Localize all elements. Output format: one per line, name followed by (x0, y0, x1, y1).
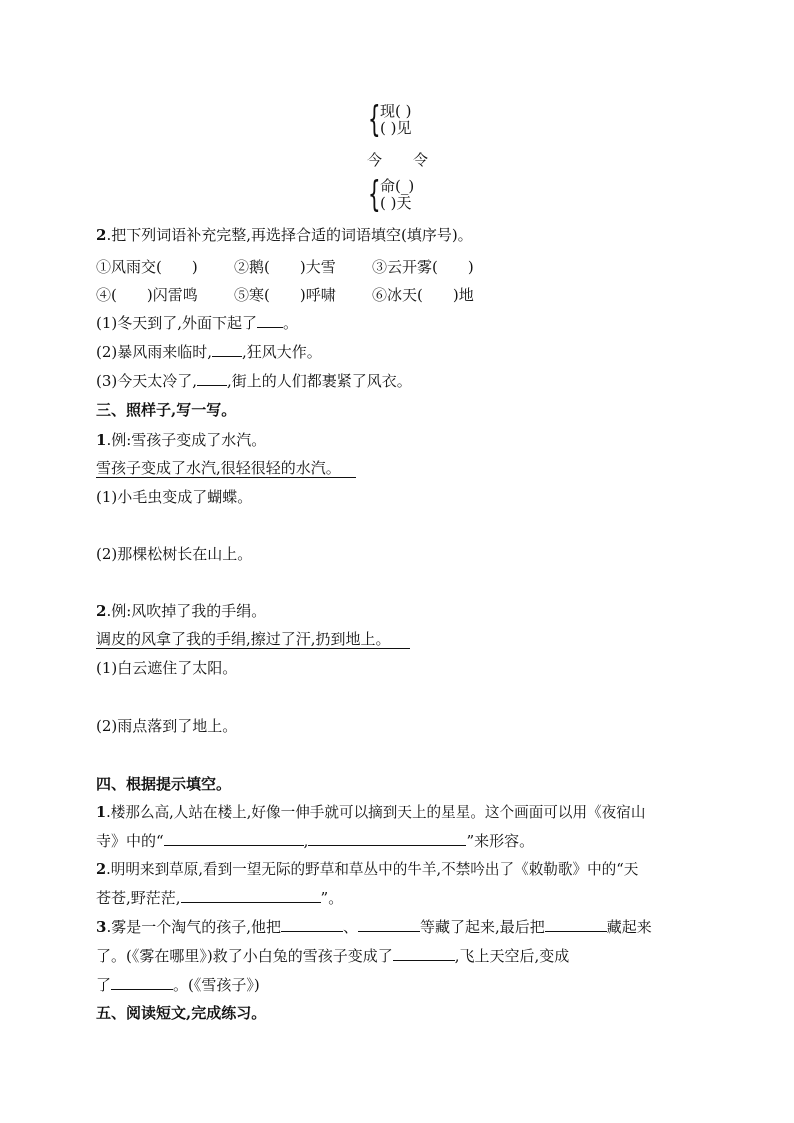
answer-blank[interactable] (111, 975, 173, 990)
sec4-item-3-line-2: 了。(《雾在哪里》)救了小白兔的雪孩子变成了 ,飞上天空后,变成 (96, 947, 570, 965)
brace-icon: { (368, 174, 381, 215)
q2-item-6: ⑥冰天( )地 (372, 286, 474, 304)
q2-item-4: ④( )闪雷鸣 (96, 286, 198, 304)
sec3-p1-answer-underline (96, 477, 356, 478)
char-ling: 令 (413, 151, 429, 169)
sec3-p2-q1: (1)白云遮住了太阳。 (96, 659, 238, 677)
answer-blank[interactable] (197, 371, 227, 386)
char-jin: 今 (367, 151, 383, 169)
answer-blank[interactable] (358, 917, 420, 932)
brace-icon: { (368, 99, 381, 140)
sec3-p2-answer-underline (96, 648, 410, 649)
sec4-item-1-line-1: 1.楼那么高,人站在楼上,好像一伸手就可以摘到天上的星星。这个画面可以用《夜宿山 (96, 804, 646, 821)
section-3-title: 三、照样子,写一写。 (96, 401, 237, 419)
answer-blank[interactable] (308, 831, 466, 846)
sec3-p2-answer: 调皮的风拿了我的手绢,擦过了汗,扔到地上。 (96, 630, 391, 648)
brace-top-line-2: ( )见 (380, 119, 412, 137)
q2-item-2: ②鹅( )大雪 (234, 258, 336, 276)
answer-blank[interactable] (257, 313, 283, 328)
sec3-p2-q2: (2)雨点落到了地上。 (96, 717, 238, 735)
q2-item-5: ⑤寒( )呼啸 (234, 286, 336, 304)
brace-group-top (368, 99, 428, 140)
answer-blank[interactable] (393, 946, 455, 961)
q2-sentence-1: (1)冬天到了,外面下起了 。 (96, 314, 299, 332)
q2-item-3: ③云开雾( ) (372, 258, 474, 276)
sec4-item-2-line-2: 苍苍,野茫茫, ”。 (96, 889, 344, 907)
q2-sentence-3: (3)今天太冷了, ,街上的人们都裹紧了风衣。 (96, 372, 412, 390)
sec4-item-3-line-1: 3.雾是一个淘气的孩子,他把 、 等藏了起来,最后把 藏起来 (96, 918, 652, 936)
sec3-p1-answer: 雪孩子变成了水汽,很轻很轻的水汽。 (96, 459, 341, 477)
sec3-p1-q1: (1)小毛虫变成了蝴蝶。 (96, 488, 253, 506)
q2-item-1: ①风雨交( ) (96, 258, 198, 276)
q2-sentence-2: (2)暴风雨来临时, ,狂风大作。 (96, 343, 322, 361)
section-4-title: 四、根据提示填空。 (96, 775, 232, 793)
answer-blank[interactable] (545, 917, 607, 932)
brace-bottom-line-1: 命(_) (380, 177, 415, 195)
sec3-p1-q2: (2)那棵松树长在山上。 (96, 545, 253, 563)
brace-bottom-line-2: ( )天 (380, 194, 412, 212)
sec3-p1-example: 1.例:雪孩子变成了水汽。 (96, 431, 267, 449)
answer-blank[interactable] (164, 831, 304, 846)
brace-top-line-1: 现( ) (380, 102, 412, 120)
answer-blank[interactable] (212, 342, 242, 357)
q2-title: 2.把下列词语补充完整,再选择合适的词语填空(填序号)。 (96, 226, 473, 244)
section-5-title: 五、阅读短文,完成练习。 (96, 1004, 267, 1022)
sec4-item-3-line-3: 了 。(《雪孩子》) (96, 976, 260, 994)
sec4-item-2-line-1: 2.明明来到草原,看到一望无际的野草和草丛中的牛羊,不禁吟出了《敕勒歌》中的“天 (96, 861, 639, 878)
answer-blank[interactable] (181, 888, 321, 903)
sec3-p2-example: 2.例:风吹掉了我的手绢。 (96, 602, 267, 620)
answer-blank[interactable] (281, 917, 343, 932)
sec4-item-1-line-2: 寺》中的“ , ”来形容。 (96, 832, 535, 850)
brace-group-bottom (368, 174, 428, 215)
